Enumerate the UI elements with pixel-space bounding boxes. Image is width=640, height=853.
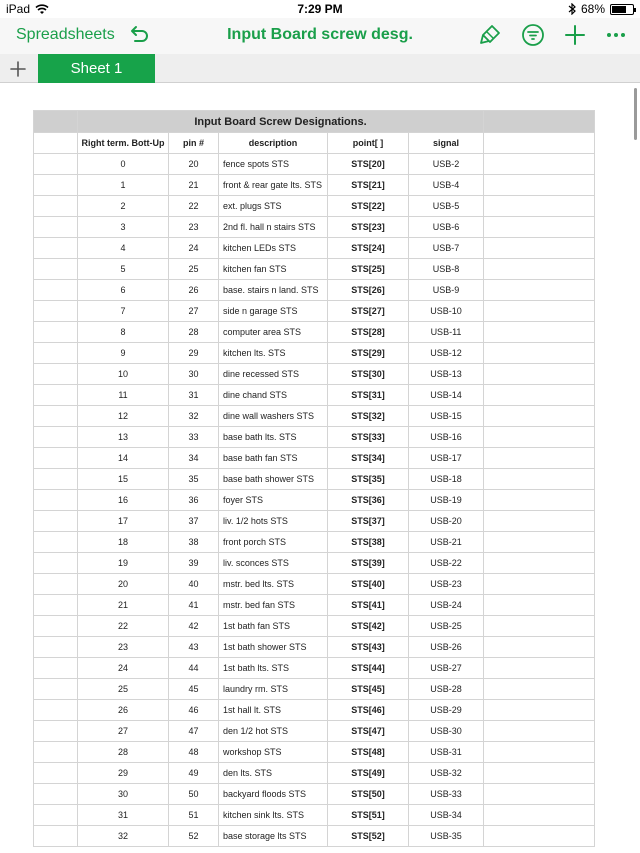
cell-right-term[interactable]: 0 — [78, 154, 169, 175]
empty-cell[interactable] — [34, 658, 78, 679]
empty-cell[interactable] — [484, 469, 595, 490]
cell-pin[interactable]: 34 — [169, 448, 219, 469]
cell-point[interactable]: STS[45] — [328, 679, 409, 700]
table-row — [34, 448, 595, 469]
cell-description[interactable]: kitchen fan STS — [219, 259, 328, 280]
cell-signal[interactable]: USB-11 — [409, 322, 484, 343]
cell-signal[interactable]: USB-9 — [409, 280, 484, 301]
empty-cell[interactable] — [34, 448, 78, 469]
cell-point[interactable]: STS[25] — [328, 259, 409, 280]
cell-description[interactable]: front & rear gate lts. STS — [219, 175, 328, 196]
cell-description[interactable]: foyer STS — [219, 490, 328, 511]
cell-pin[interactable]: 39 — [169, 553, 219, 574]
empty-cell[interactable] — [34, 343, 78, 364]
cell-pin[interactable]: 31 — [169, 385, 219, 406]
cell-description[interactable]: den lts. STS — [219, 763, 328, 784]
cell-point[interactable]: STS[22] — [328, 196, 409, 217]
cell-signal[interactable]: USB-27 — [409, 658, 484, 679]
cell-right-term[interactable]: 12 — [78, 406, 169, 427]
table-row — [34, 700, 595, 721]
cell-pin[interactable]: 41 — [169, 595, 219, 616]
cell-signal[interactable]: USB-20 — [409, 511, 484, 532]
cell-signal[interactable]: USB-15 — [409, 406, 484, 427]
empty-cell[interactable] — [484, 427, 595, 448]
cell-right-term[interactable]: 11 — [78, 385, 169, 406]
cell-signal[interactable]: USB-30 — [409, 721, 484, 742]
empty-cell[interactable] — [484, 805, 595, 826]
table-row — [34, 280, 595, 301]
table-row — [34, 595, 595, 616]
cell-signal[interactable]: USB-16 — [409, 427, 484, 448]
cell-pin[interactable]: 48 — [169, 742, 219, 763]
cell-point[interactable]: STS[41] — [328, 595, 409, 616]
cell-right-term[interactable]: 23 — [78, 637, 169, 658]
cell-pin[interactable]: 51 — [169, 805, 219, 826]
cell-pin[interactable]: 50 — [169, 784, 219, 805]
empty-cell[interactable] — [484, 154, 595, 175]
cell-right-term[interactable]: 4 — [78, 238, 169, 259]
cell-description[interactable]: 1st bath shower STS — [219, 637, 328, 658]
cell-signal[interactable]: USB-24 — [409, 595, 484, 616]
cell-description[interactable]: base bath shower STS — [219, 469, 328, 490]
cell-right-term[interactable]: 24 — [78, 658, 169, 679]
empty-cell[interactable] — [34, 217, 78, 238]
cell-description[interactable]: laundry rm. STS — [219, 679, 328, 700]
cell-right-term[interactable]: 28 — [78, 742, 169, 763]
cell-point[interactable]: STS[47] — [328, 721, 409, 742]
cell-point[interactable]: STS[40] — [328, 574, 409, 595]
table-row — [34, 196, 595, 217]
cell-description[interactable]: kitchen LEDs STS — [219, 238, 328, 259]
empty-cell[interactable] — [484, 658, 595, 679]
cell-pin[interactable]: 49 — [169, 763, 219, 784]
battery-percent: 68% — [580, 2, 605, 16]
empty-cell[interactable] — [484, 595, 595, 616]
empty-cell[interactable] — [484, 175, 595, 196]
empty-cell[interactable] — [34, 196, 78, 217]
cell-right-term[interactable]: 17 — [78, 511, 169, 532]
cell-point[interactable]: STS[35] — [328, 469, 409, 490]
empty-cell[interactable] — [34, 763, 78, 784]
cell-point[interactable]: STS[39] — [328, 553, 409, 574]
cell-point[interactable]: STS[28] — [328, 322, 409, 343]
cell-signal[interactable]: USB-26 — [409, 637, 484, 658]
empty-cell[interactable] — [484, 637, 595, 658]
cell-description[interactable]: front porch STS — [219, 532, 328, 553]
empty-cell[interactable] — [484, 111, 595, 133]
filter-icon[interactable] — [521, 23, 545, 47]
cell-right-term[interactable]: 1 — [78, 175, 169, 196]
cell-signal[interactable]: USB-13 — [409, 364, 484, 385]
cell-pin[interactable]: 28 — [169, 322, 219, 343]
cell-description[interactable]: workshop STS — [219, 742, 328, 763]
table-row — [34, 721, 595, 742]
empty-cell[interactable] — [484, 217, 595, 238]
cell-signal[interactable]: USB-34 — [409, 805, 484, 826]
cell-right-term[interactable]: 30 — [78, 784, 169, 805]
cell-pin[interactable]: 29 — [169, 343, 219, 364]
cell-pin[interactable]: 46 — [169, 700, 219, 721]
cell-signal[interactable]: USB-6 — [409, 217, 484, 238]
cell-point[interactable]: STS[42] — [328, 616, 409, 637]
empty-cell[interactable] — [34, 637, 78, 658]
cell-pin[interactable]: 35 — [169, 469, 219, 490]
cell-description[interactable]: ext. plugs STS — [219, 196, 328, 217]
cell-right-term[interactable]: 26 — [78, 700, 169, 721]
empty-cell[interactable] — [34, 784, 78, 805]
cell-description[interactable]: base bath fan STS — [219, 448, 328, 469]
battery-icon — [610, 4, 634, 15]
undo-icon[interactable] — [128, 24, 150, 46]
table-row — [34, 532, 595, 553]
empty-cell[interactable] — [34, 511, 78, 532]
cell-right-term[interactable]: 15 — [78, 469, 169, 490]
empty-cell[interactable] — [484, 280, 595, 301]
table-row — [34, 343, 595, 364]
empty-cell[interactable] — [34, 679, 78, 700]
battery-fill — [612, 6, 626, 13]
cell-point[interactable]: STS[49] — [328, 763, 409, 784]
cell-signal[interactable]: USB-23 — [409, 574, 484, 595]
cell-right-term[interactable]: 10 — [78, 364, 169, 385]
cell-right-term[interactable]: 13 — [78, 427, 169, 448]
empty-cell[interactable] — [34, 553, 78, 574]
cell-pin[interactable]: 21 — [169, 175, 219, 196]
cell-point[interactable]: STS[20] — [328, 154, 409, 175]
cell-description[interactable]: dine recessed STS — [219, 364, 328, 385]
table-row — [34, 259, 595, 280]
empty-cell[interactable] — [484, 574, 595, 595]
cell-description[interactable]: base bath lts. STS — [219, 427, 328, 448]
cell-point[interactable]: STS[50] — [328, 784, 409, 805]
empty-cell[interactable] — [34, 490, 78, 511]
cell-right-term[interactable]: 32 — [78, 826, 169, 847]
cell-pin[interactable]: 47 — [169, 721, 219, 742]
cell-right-term[interactable]: 19 — [78, 553, 169, 574]
cell-description[interactable]: 1st bath lts. STS — [219, 658, 328, 679]
spreadsheet-table[interactable] — [33, 110, 595, 847]
cell-right-term[interactable]: 6 — [78, 280, 169, 301]
empty-cell[interactable] — [484, 238, 595, 259]
header-point[interactable]: point[ ] — [328, 133, 409, 154]
cell-signal[interactable]: USB-8 — [409, 259, 484, 280]
cell-description[interactable]: base. stairs n land. STS — [219, 280, 328, 301]
header-signal[interactable]: signal — [409, 133, 484, 154]
cell-point[interactable]: STS[21] — [328, 175, 409, 196]
cell-description[interactable]: dine chand STS — [219, 385, 328, 406]
empty-cell[interactable] — [34, 364, 78, 385]
sheet-canvas[interactable] — [0, 84, 640, 853]
cell-pin[interactable]: 25 — [169, 259, 219, 280]
empty-cell[interactable] — [34, 154, 78, 175]
document-title[interactable]: Input Board screw desg. — [227, 26, 413, 43]
cell-right-term[interactable]: 25 — [78, 679, 169, 700]
cell-signal[interactable]: USB-35 — [409, 826, 484, 847]
cell-pin[interactable]: 24 — [169, 238, 219, 259]
empty-cell[interactable] — [484, 448, 595, 469]
cell-description[interactable]: 1st bath fan STS — [219, 616, 328, 637]
table-title[interactable]: Input Board Screw Designations. — [78, 111, 484, 133]
cell-signal[interactable]: USB-17 — [409, 448, 484, 469]
empty-cell[interactable] — [484, 196, 595, 217]
empty-cell[interactable] — [34, 406, 78, 427]
cell-pin[interactable]: 43 — [169, 637, 219, 658]
cell-point[interactable]: STS[44] — [328, 658, 409, 679]
empty-cell[interactable] — [34, 469, 78, 490]
cell-description[interactable]: fence spots STS — [219, 154, 328, 175]
cell-pin[interactable]: 27 — [169, 301, 219, 322]
header-pin[interactable]: pin # — [169, 133, 219, 154]
table-row — [34, 763, 595, 784]
status-bar — [0, 0, 640, 18]
add-icon[interactable] — [563, 23, 587, 47]
table-row — [34, 217, 595, 238]
empty-cell[interactable] — [484, 700, 595, 721]
cell-right-term[interactable]: 16 — [78, 490, 169, 511]
empty-cell[interactable] — [484, 406, 595, 427]
cell-point[interactable]: STS[38] — [328, 532, 409, 553]
cell-signal[interactable]: USB-14 — [409, 385, 484, 406]
cell-pin[interactable]: 52 — [169, 826, 219, 847]
cell-pin[interactable]: 45 — [169, 679, 219, 700]
table-row — [34, 490, 595, 511]
empty-cell[interactable] — [34, 301, 78, 322]
table-row — [34, 637, 595, 658]
spreadsheets-back-button[interactable]: Spreadsheets — [16, 26, 115, 43]
empty-cell[interactable] — [34, 133, 78, 154]
table-row — [34, 238, 595, 259]
cell-description[interactable]: 1st hall lt. STS — [219, 700, 328, 721]
cell-right-term[interactable]: 21 — [78, 595, 169, 616]
cell-description[interactable]: base storage lts STS — [219, 826, 328, 847]
empty-cell[interactable] — [484, 301, 595, 322]
cell-signal[interactable]: USB-22 — [409, 553, 484, 574]
empty-cell[interactable] — [484, 322, 595, 343]
table-row — [34, 301, 595, 322]
cell-signal[interactable]: USB-5 — [409, 196, 484, 217]
cell-signal[interactable]: USB-28 — [409, 679, 484, 700]
empty-cell[interactable] — [34, 826, 78, 847]
empty-cell[interactable] — [484, 616, 595, 637]
empty-cell[interactable] — [34, 616, 78, 637]
bluetooth-icon — [568, 3, 576, 15]
empty-cell[interactable] — [34, 427, 78, 448]
empty-cell[interactable] — [484, 553, 595, 574]
more-icon[interactable] — [604, 23, 628, 47]
cell-signal[interactable]: USB-2 — [409, 154, 484, 175]
cell-signal[interactable]: USB-25 — [409, 616, 484, 637]
cell-right-term[interactable]: 31 — [78, 805, 169, 826]
cell-right-term[interactable]: 27 — [78, 721, 169, 742]
cell-point[interactable]: STS[31] — [328, 385, 409, 406]
cell-signal[interactable]: USB-32 — [409, 763, 484, 784]
table-row — [34, 385, 595, 406]
cell-description[interactable]: den 1/2 hot STS — [219, 721, 328, 742]
table-row — [34, 469, 595, 490]
empty-cell[interactable] — [484, 532, 595, 553]
cell-pin[interactable]: 38 — [169, 532, 219, 553]
cell-signal[interactable]: USB-19 — [409, 490, 484, 511]
cell-description[interactable]: side n garage STS — [219, 301, 328, 322]
cell-pin[interactable]: 30 — [169, 364, 219, 385]
header-right-term[interactable]: Right term. Bott-Up — [78, 133, 169, 154]
empty-cell[interactable] — [34, 385, 78, 406]
cell-right-term[interactable]: 20 — [78, 574, 169, 595]
cell-pin[interactable]: 44 — [169, 658, 219, 679]
table-row — [34, 406, 595, 427]
empty-cell[interactable] — [484, 490, 595, 511]
cell-point[interactable]: STS[24] — [328, 238, 409, 259]
table-row — [34, 784, 595, 805]
table-row — [34, 574, 595, 595]
tab-sheet-1[interactable]: Sheet 1 — [38, 54, 155, 83]
empty-cell[interactable] — [34, 280, 78, 301]
cell-point[interactable]: STS[52] — [328, 826, 409, 847]
empty-cell[interactable] — [484, 826, 595, 847]
empty-cell[interactable] — [34, 532, 78, 553]
cell-right-term[interactable]: 2 — [78, 196, 169, 217]
cell-right-term[interactable]: 8 — [78, 322, 169, 343]
cell-point[interactable]: STS[26] — [328, 280, 409, 301]
empty-cell[interactable] — [34, 574, 78, 595]
table-row — [34, 511, 595, 532]
cell-signal[interactable]: USB-7 — [409, 238, 484, 259]
empty-cell[interactable] — [484, 784, 595, 805]
cell-right-term[interactable]: 14 — [78, 448, 169, 469]
cell-signal[interactable]: USB-10 — [409, 301, 484, 322]
cell-description[interactable]: dine wall washers STS — [219, 406, 328, 427]
empty-cell[interactable] — [484, 385, 595, 406]
table-row — [34, 805, 595, 826]
cell-description[interactable]: kitchen lts. STS — [219, 343, 328, 364]
toolbar — [0, 18, 640, 54]
cell-pin[interactable]: 36 — [169, 490, 219, 511]
empty-cell[interactable] — [34, 595, 78, 616]
cell-point[interactable]: STS[51] — [328, 805, 409, 826]
cell-point[interactable]: STS[29] — [328, 343, 409, 364]
cell-point[interactable]: STS[37] — [328, 511, 409, 532]
cell-right-term[interactable]: 5 — [78, 259, 169, 280]
cell-description[interactable]: mstr. bed lts. STS — [219, 574, 328, 595]
header-row — [34, 133, 595, 154]
sheet-tab-bar — [0, 54, 640, 83]
cell-point[interactable]: STS[43] — [328, 637, 409, 658]
empty-cell[interactable] — [34, 111, 78, 133]
cell-pin[interactable]: 33 — [169, 427, 219, 448]
empty-cell[interactable] — [34, 721, 78, 742]
table-row — [34, 826, 595, 847]
empty-cell[interactable] — [484, 133, 595, 154]
vertical-scrollbar[interactable] — [634, 88, 637, 140]
cell-signal[interactable]: USB-18 — [409, 469, 484, 490]
cell-point[interactable]: STS[33] — [328, 427, 409, 448]
cell-point[interactable]: STS[34] — [328, 448, 409, 469]
empty-cell[interactable] — [484, 721, 595, 742]
empty-cell[interactable] — [484, 364, 595, 385]
cell-pin[interactable]: 40 — [169, 574, 219, 595]
cell-point[interactable]: STS[23] — [328, 217, 409, 238]
empty-cell[interactable] — [34, 700, 78, 721]
table-title-row — [34, 111, 595, 133]
table-row — [34, 154, 595, 175]
cell-right-term[interactable]: 29 — [78, 763, 169, 784]
header-description[interactable]: description — [219, 133, 328, 154]
cell-description[interactable]: liv. 1/2 hots STS — [219, 511, 328, 532]
empty-cell[interactable] — [484, 343, 595, 364]
cell-description[interactable]: computer area STS — [219, 322, 328, 343]
empty-cell[interactable] — [484, 679, 595, 700]
table-row — [34, 658, 595, 679]
cell-pin[interactable]: 23 — [169, 217, 219, 238]
table-row — [34, 616, 595, 637]
cell-point[interactable]: STS[48] — [328, 742, 409, 763]
empty-cell[interactable] — [34, 322, 78, 343]
empty-cell[interactable] — [34, 259, 78, 280]
table-row — [34, 364, 595, 385]
cell-right-term[interactable]: 18 — [78, 532, 169, 553]
cell-description[interactable]: 2nd fl. hall n stairs STS — [219, 217, 328, 238]
cell-right-term[interactable]: 3 — [78, 217, 169, 238]
cell-right-term[interactable]: 9 — [78, 343, 169, 364]
table-row — [34, 322, 595, 343]
format-brush-icon[interactable] — [478, 23, 502, 47]
table-row — [34, 742, 595, 763]
cell-pin[interactable]: 42 — [169, 616, 219, 637]
cell-pin[interactable]: 37 — [169, 511, 219, 532]
clock: 7:29 PM — [297, 2, 343, 16]
cell-description[interactable]: mstr. bed fan STS — [219, 595, 328, 616]
cell-pin[interactable]: 22 — [169, 196, 219, 217]
empty-cell[interactable] — [34, 805, 78, 826]
cell-point[interactable]: STS[46] — [328, 700, 409, 721]
empty-cell[interactable] — [34, 238, 78, 259]
table-row — [34, 175, 595, 196]
cell-pin[interactable]: 20 — [169, 154, 219, 175]
cell-point[interactable]: STS[30] — [328, 364, 409, 385]
empty-cell[interactable] — [484, 742, 595, 763]
cell-signal[interactable]: USB-12 — [409, 343, 484, 364]
table-row — [34, 553, 595, 574]
cell-point[interactable]: STS[32] — [328, 406, 409, 427]
cell-signal[interactable]: USB-21 — [409, 532, 484, 553]
cell-signal[interactable]: USB-31 — [409, 742, 484, 763]
empty-cell[interactable] — [34, 742, 78, 763]
table-row — [34, 679, 595, 700]
cell-signal[interactable]: USB-29 — [409, 700, 484, 721]
cell-point[interactable]: STS[27] — [328, 301, 409, 322]
cell-description[interactable]: liv. sconces STS — [219, 553, 328, 574]
empty-cell[interactable] — [34, 175, 78, 196]
empty-cell[interactable] — [484, 763, 595, 784]
cell-right-term[interactable]: 7 — [78, 301, 169, 322]
device-label: iPad — [6, 2, 31, 16]
cell-pin[interactable]: 26 — [169, 280, 219, 301]
cell-point[interactable]: STS[36] — [328, 490, 409, 511]
cell-pin[interactable]: 32 — [169, 406, 219, 427]
cell-signal[interactable]: USB-33 — [409, 784, 484, 805]
empty-cell[interactable] — [484, 511, 595, 532]
empty-cell[interactable] — [484, 259, 595, 280]
cell-description[interactable]: kitchen sink lts. STS — [219, 805, 328, 826]
cell-description[interactable]: backyard floods STS — [219, 784, 328, 805]
add-sheet-icon[interactable] — [8, 59, 28, 79]
cell-right-term[interactable]: 22 — [78, 616, 169, 637]
table-row — [34, 427, 595, 448]
cell-signal[interactable]: USB-4 — [409, 175, 484, 196]
